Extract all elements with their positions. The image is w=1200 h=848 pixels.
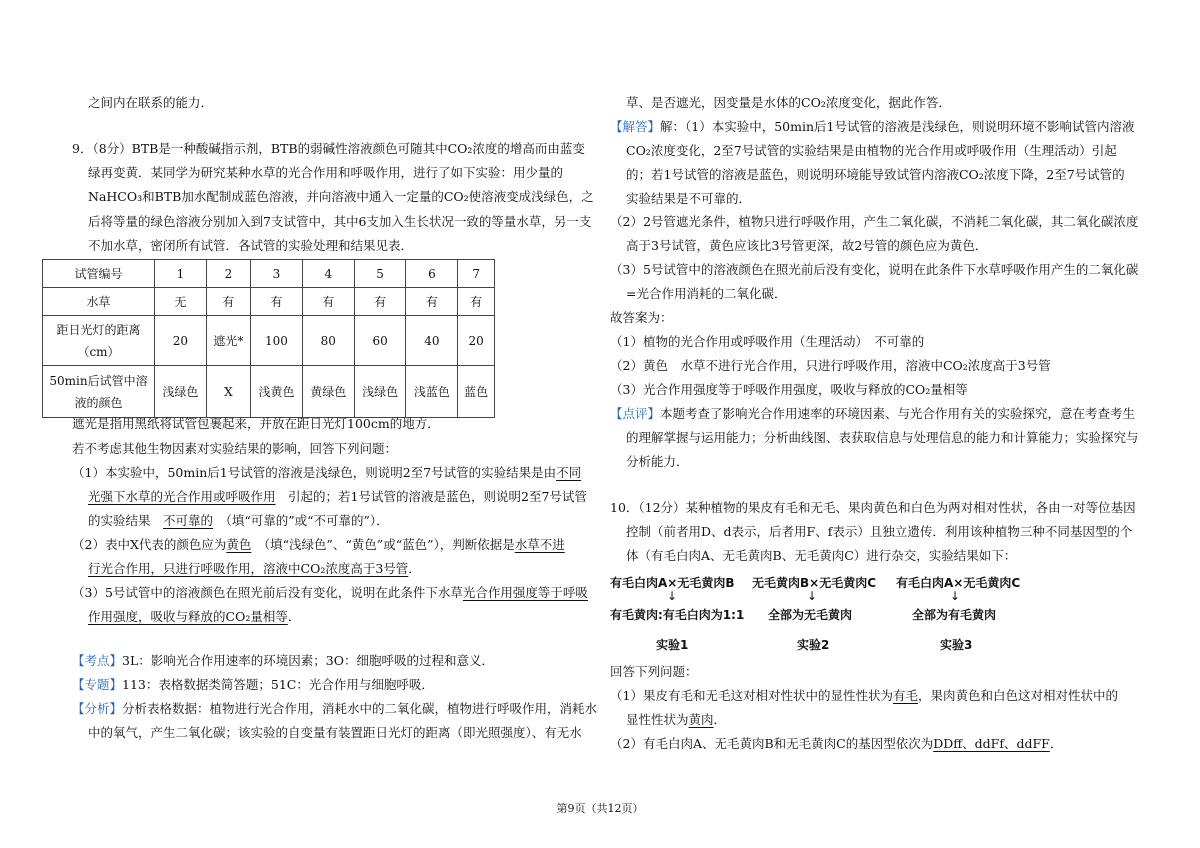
fill-answer: 不同 bbox=[556, 465, 582, 480]
text: （2）有毛白肉A、无毛黄肉B和无毛黄肉C的基因型依次为 bbox=[610, 736, 934, 751]
table-cell: X bbox=[206, 366, 250, 418]
answer-line bbox=[72, 464, 581, 482]
text-line: =光合作用消耗的二氧化碳． bbox=[626, 286, 787, 301]
fenxi-line: 中的氧气，产生二氧化碳；该实验的自变量有装置距日光灯的距离（即光照强度）、有无水 bbox=[88, 725, 582, 740]
table-cell: 有 bbox=[406, 288, 458, 316]
arrow-down-icon: ↓ bbox=[667, 589, 678, 603]
table-cell: 6 bbox=[406, 260, 458, 288]
answer-line: 作用强度，吸收与释放的CO₂量相等． bbox=[88, 609, 301, 624]
table-cell: 20 bbox=[458, 316, 495, 366]
table-cell: 蓝色 bbox=[458, 366, 495, 418]
table-cell: 100 bbox=[251, 316, 303, 366]
table-cell: 4 bbox=[302, 260, 354, 288]
table-cell: 50min后试管中溶液的颜色 bbox=[43, 366, 155, 418]
experiment-3-cross: 有毛白肉A×无毛黄肉C bbox=[896, 576, 1021, 590]
experiment-2-result: 全部为无毛黄肉 bbox=[768, 608, 853, 622]
table-cell: 黄绿色 bbox=[302, 366, 354, 418]
question-10-line: 体（有毛白肉A、无毛黄肉B、无毛黄肉C）进行杂交，实验结果如下： bbox=[626, 548, 1017, 563]
fill-answer: DDff、ddFf、ddFF bbox=[933, 736, 1050, 751]
text: （填“浅绿色”、“黄色”或“蓝色”），判断依据是 bbox=[263, 537, 515, 552]
table-cell: 有 bbox=[354, 288, 406, 316]
table-cell: 有 bbox=[458, 288, 495, 316]
fill-answer: 有毛 bbox=[892, 688, 918, 703]
text: （2）表中X代表的颜色应为 bbox=[72, 537, 227, 552]
question-9-line: 后将等量的绿色溶液分别加入到7支试管中，其中6支加入生长状况一致的等量水草，另一支 bbox=[88, 214, 592, 229]
text-line: 若不考虑其他生物因素对实验结果的影响，回答下列问题： bbox=[72, 441, 398, 456]
answer-line: 行光合作用，只进行呼吸作用，溶液中CO₂浓度高于3号管． bbox=[88, 561, 421, 576]
experiment-table bbox=[42, 259, 495, 418]
table-cell: 5 bbox=[354, 260, 406, 288]
table-cell: 浅绿色 bbox=[354, 366, 406, 418]
experiment-1-cross: 有毛白肉A×无毛黄肉B bbox=[610, 576, 735, 590]
table-row bbox=[43, 260, 495, 288]
question-9-line: NaHCO₃和BTB加水配制成蓝色溶液，并向溶液中通入一定量的CO₂使溶液变成浅绿色，之 bbox=[88, 189, 594, 204]
answer-line bbox=[88, 488, 587, 506]
text-line: 的；若1号试管的溶液是蓝色，则说明环境能导致试管内溶液CO₂浓度下降，2至7号试管的 bbox=[626, 167, 1125, 182]
table-cell: 浅黄色 bbox=[251, 366, 303, 418]
text-line: （3）光合作用强度等于呼吸作用强度，吸收与释放的CO₂量相等 bbox=[610, 382, 968, 397]
page-number: 第9页（共12页） bbox=[556, 802, 644, 815]
table-cell: 80 bbox=[302, 316, 354, 366]
table-cell: 1 bbox=[155, 260, 207, 288]
dianping-line bbox=[610, 405, 1135, 423]
table-cell: 水草 bbox=[43, 288, 155, 316]
text-line: （3）5号试管中的溶液颜色在照光前后没有变化，说明在此条件下水草呼吸作用产生的二氧化碳 bbox=[610, 262, 1139, 277]
answer-line: （2）有毛白肉A、无毛黄肉B和无毛黄肉C的基因型依次为DDff、ddFf、ddFF． bbox=[610, 736, 1063, 751]
question-10-line: 控制（前者用D、d表示，后者用F、f表示）且独立遗传．利用该种植物三种不同基因型的个 bbox=[626, 524, 1133, 539]
text-line: 回答下列问题： bbox=[610, 664, 698, 679]
text: 3L：影响光合作用速率的环境因素；3O：细胞呼吸的过程和意义． bbox=[122, 653, 494, 668]
text: 分析表格数据：植物进行光合作用，消耗水中的二氧化碳，植物进行呼吸作用，消耗水 bbox=[122, 701, 598, 716]
experiment-1-label: 实验1 bbox=[656, 638, 689, 652]
zhuanti-line bbox=[72, 676, 434, 694]
experiment-3-result: 全部为有毛黄肉 bbox=[912, 608, 997, 622]
zhuanti-tag: 【专题】 bbox=[72, 677, 123, 692]
text-line: 实验结果是不可靠的． bbox=[626, 191, 752, 206]
table-cell: 3 bbox=[251, 260, 303, 288]
fenxi-line bbox=[72, 700, 597, 718]
text-line: 草、是否遮光，因变量是水体的CO₂浓度变化，据此作答． bbox=[626, 95, 951, 110]
fill-answer: 黄肉 bbox=[688, 712, 714, 727]
experiment-2-cross: 无毛黄肉B×无毛黄肉C bbox=[752, 576, 877, 590]
text: （1）本实验中，50min后1号试管的溶液是浅绿色，则说明2至7号试管的实验结果是由 bbox=[72, 465, 557, 480]
fill-answer: 作用强度，吸收与释放的CO₂量相等 bbox=[88, 609, 288, 624]
experiment-3-label: 实验3 bbox=[940, 638, 973, 652]
text: 113：表格数据类简答题；51C：光合作用与细胞呼吸． bbox=[122, 677, 434, 692]
table-cell: 60 bbox=[354, 316, 406, 366]
text-line: （1）植物的光合作用或呼吸作用（生理活动） 不可靠的 bbox=[610, 334, 925, 349]
table-cell: 有 bbox=[251, 288, 303, 316]
dianping-tag: 【点评】 bbox=[610, 406, 661, 421]
table-row bbox=[43, 288, 495, 316]
question-9-line: 绿再变黄．某同学为研究某种水草的光合作用和呼吸作用，进行了如下实验：用少量的 bbox=[88, 165, 564, 180]
table-row bbox=[43, 316, 495, 366]
fill-answer: 不可靠的 bbox=[163, 513, 214, 528]
jieda-tag: 【解答】 bbox=[610, 119, 661, 134]
text: 显性性状为 bbox=[626, 712, 689, 727]
table-cell: 40 bbox=[406, 316, 458, 366]
text-line: 的理解掌握与运用能力；分析曲线图、表获取信息与处理信息的能力和计算能力；实验探究与 bbox=[626, 430, 1139, 445]
experiment-2-label: 实验2 bbox=[797, 638, 830, 652]
fill-answer: 黄色 bbox=[226, 537, 252, 552]
answer-line bbox=[88, 512, 389, 530]
text: （3）5号试管中的溶液颜色在照光前后没有变化，说明在此条件下水草 bbox=[72, 585, 463, 600]
experiment-1-result: 有毛黄肉:有毛白肉为1:1 bbox=[610, 608, 745, 622]
text-line: CO₂浓度变化，2至7号试管的实验结果是由植物的光合作用或呼吸作用（生理活动）引起 bbox=[626, 143, 1117, 158]
table-cell: 距日光灯的距离（cm） bbox=[43, 316, 155, 366]
answer-line bbox=[72, 584, 588, 602]
table-cell: 浅绿色 bbox=[155, 366, 207, 418]
text: 本题考查了影响光合作用速率的环境因素、与光合作用有关的实验探究，意在考查考生 bbox=[660, 406, 1136, 421]
table-cell: 浅蓝色 bbox=[406, 366, 458, 418]
fill-answer: 水草不进 bbox=[514, 537, 565, 552]
arrow-down-icon: ↓ bbox=[807, 589, 818, 603]
table-cell: 遮光* bbox=[206, 316, 250, 366]
jieda-line bbox=[610, 118, 1134, 136]
table-cell: 试管编号 bbox=[43, 260, 155, 288]
question-10-line: 10．（12分）某种植物的果皮有毛和无毛、果肉黄色和白色为两对相对性状，各由一对等位基因 bbox=[610, 500, 1136, 515]
question-9-line: 不加水草，密闭所有试管．各试管的实验处理和结果见表． bbox=[88, 238, 414, 253]
table-cell: 2 bbox=[206, 260, 250, 288]
fill-answer: 行光合作用，只进行呼吸作用，溶液中CO₂浓度高于3号管 bbox=[88, 561, 409, 576]
text: 解：（1）本实验中，50min后1号试管的溶液是浅绿色，则说明环境不影响试管内溶液 bbox=[660, 119, 1135, 134]
arrow-down-icon: ↓ bbox=[950, 589, 961, 603]
kaodian-tag: 【考点】 bbox=[72, 653, 123, 668]
table-cell: 无 bbox=[155, 288, 207, 316]
kaodian-line bbox=[72, 652, 494, 670]
table-cell: 有 bbox=[302, 288, 354, 316]
answer-line bbox=[610, 687, 1118, 705]
text: （1）果皮有毛和无毛这对相对性状中的显性性状为 bbox=[610, 688, 893, 703]
fill-answer: 光合作用强度等于呼吸 bbox=[462, 585, 588, 600]
text-line: 遮光是指用黑纸将试管包裹起来，并放在距日光灯100cm的地方． bbox=[72, 416, 440, 431]
text-line: 分析能力． bbox=[626, 454, 689, 469]
text-line: （2）2号管遮光条件，植物只进行呼吸作用，产生二氧化碳，不消耗二氧化碳，其二氧化碳浓度 bbox=[610, 214, 1139, 229]
text-line: 之间内在联系的能力． bbox=[88, 95, 214, 110]
table-cell: 有 bbox=[206, 288, 250, 316]
answer-line: 显性性状为黄肉． bbox=[626, 712, 727, 727]
text: 的实验结果 bbox=[88, 513, 151, 528]
fill-answer: 光强下水草的光合作用或呼吸作用 bbox=[88, 489, 276, 504]
text: ，果肉黄色和白色这对相对性状中的 bbox=[917, 688, 1118, 703]
text-line: 故答案为： bbox=[610, 310, 673, 325]
question-9-line: 9．（8分）BTB是一种酸碱指示剂，BTB的弱碱性溶液颜色可随其中CO₂浓度的增高而由蓝变 bbox=[72, 141, 585, 156]
text-line: （2）黄色 水草不进行光合作用，只进行呼吸作用，溶液中CO₂浓度高于3号管 bbox=[610, 358, 1051, 373]
table-row bbox=[43, 366, 495, 418]
text: （填“可靠的”或“不可靠的”）． bbox=[225, 513, 389, 528]
text-line: 高于3号试管，黄色应该比3号管更深，故2号管的颜色应为黄色． bbox=[626, 238, 988, 253]
answer-line bbox=[72, 536, 565, 554]
text: 引起的；若1号试管的溶液是蓝色，则说明2至7号试管 bbox=[288, 489, 587, 504]
table-cell: 7 bbox=[458, 260, 495, 288]
fenxi-tag: 【分析】 bbox=[72, 701, 123, 716]
table-cell: 20 bbox=[155, 316, 207, 366]
